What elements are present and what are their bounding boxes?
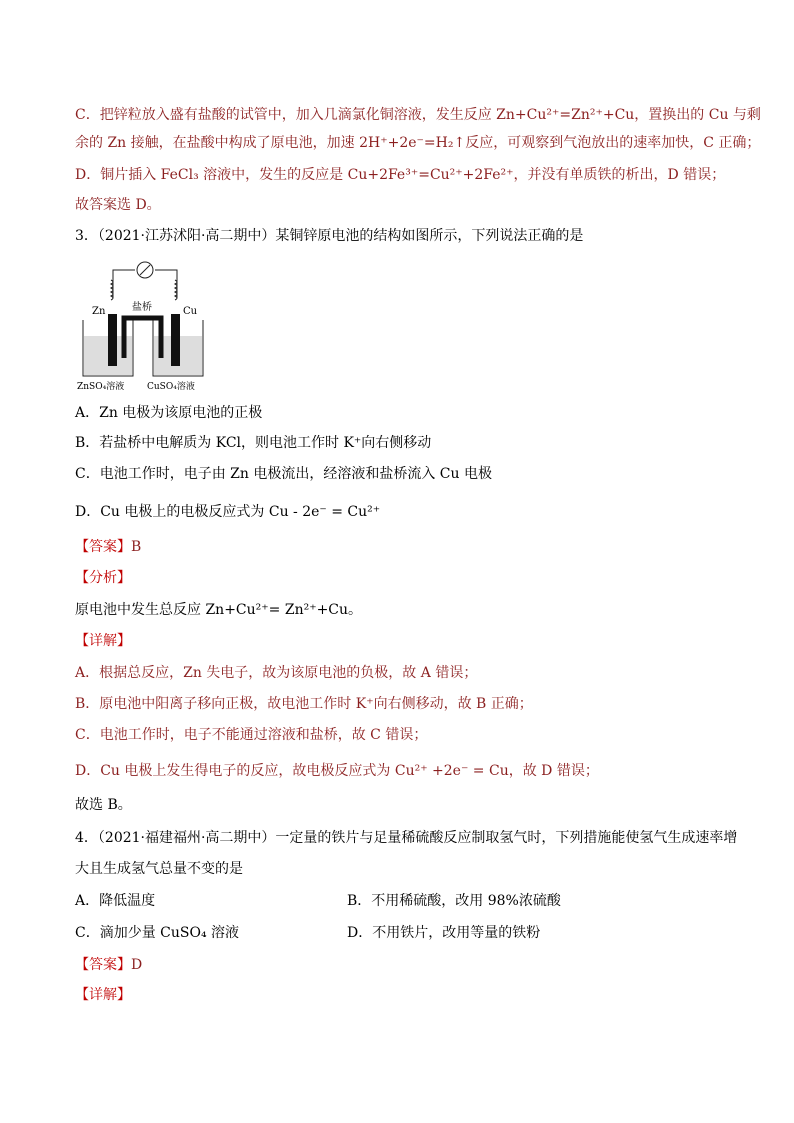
q3-conclusion: 故选 B。 [75,797,132,813]
q3-option-a: A．Zn 电极为该原电池的正极 [75,405,263,421]
right-solution-label: CuSO₄溶液 [147,382,195,392]
q3-analysis-tag: 【分析】 [75,570,131,586]
q3-detail-b: B．原电池中阳离子移向正极，故电池工作时 K⁺向右侧移动，故 B 正确； [75,696,533,712]
q2-option-c-explanation-line2: 余的 Zn 接触，在盐酸中构成了原电池，加速 2H⁺+2e⁻=H₂↑反应，可观察到气泡放出的速率加快，C 正确； [75,135,761,151]
q3-option-b: B．若盐桥中电解质为 KCl，则电池工作时 K⁺向右侧移动 [75,435,432,451]
q2-option-d-explanation: D．铜片插入 FeCl₃ 溶液中，发生的反应是 Cu+2Fe³⁺=Cu²⁺+2Fe²⁺，并没有单质铁的析出，D 错误； [75,167,726,183]
q4-answer [75,956,142,974]
salt-bridge-label: 盐桥 [132,302,152,313]
q4-option-a: A．降低温度 [75,893,156,909]
q3-detail-a: A．根据总反应，Zn 失电子，故为该原电池的负极，故 A 错误； [75,665,478,681]
q3-stem: 3．（2021·江苏沭阳·高二期中）某铜锌原电池的结构如图所示，下列说法正确的是 [75,228,584,244]
q3-answer [75,538,141,556]
answer-tag: 【答案】 [75,957,131,973]
q3-detail-c: C．电池工作时，电子不能通过溶液和盐桥，故 C 错误； [75,727,428,743]
q3-analysis: 原电池中发生总反应 Zn+Cu²⁺= Zn²⁺+Cu。 [75,602,363,618]
q4-option-c: C．滴加少量 CuSO₄ 溶液 [75,925,240,941]
q2-conclusion: 故答案选 D。 [75,197,161,213]
q3-detail-tag: 【详解】 [75,633,131,649]
q3-option-d: D．Cu 电极上的电极反应式为 Cu - 2e⁻ = Cu²⁺ [75,504,381,520]
answer-value: B [131,539,142,555]
zn-label: Zn [92,306,106,317]
q4-detail-tag: 【详解】 [75,987,131,1003]
galvanic-cell-diagram [75,258,215,393]
q3-detail-d: D．Cu 电极上发生得电子的反应，故电极反应式为 Cu²⁺ +2e⁻ = Cu，故 D 错误； [75,763,599,779]
q4-stem-line2: 大且生成氢气总量不变的是 [75,861,243,877]
q3-option-c: C．电池工作时，电子由 Zn 电极流出，经溶液和盐桥流入 Cu 电极 [75,466,492,482]
answer-value: D [131,957,143,973]
q4-option-b: B．不用稀硫酸，改用 98%浓硫酸 [347,893,561,909]
q4-option-d: D．不用铁片，改用等量的铁粉 [347,925,541,941]
q4-stem-line1: 4．（2021·福建福州·高二期中）一定量的铁片与足量稀硫酸反应制取氢气时，下列措施能使氢气生成速率增 [75,830,738,846]
cu-label: Cu [183,306,198,317]
left-solution-label: ZnSO₄溶液 [77,382,125,392]
q2-option-c-explanation-line1: C．把锌粒放入盛有盐酸的试管中，加入几滴氯化铜溶液，发生反应 Zn+Cu²⁺=Zn²⁺+Cu，置换出的 Cu 与剩 [75,107,761,123]
answer-tag: 【答案】 [75,539,131,555]
